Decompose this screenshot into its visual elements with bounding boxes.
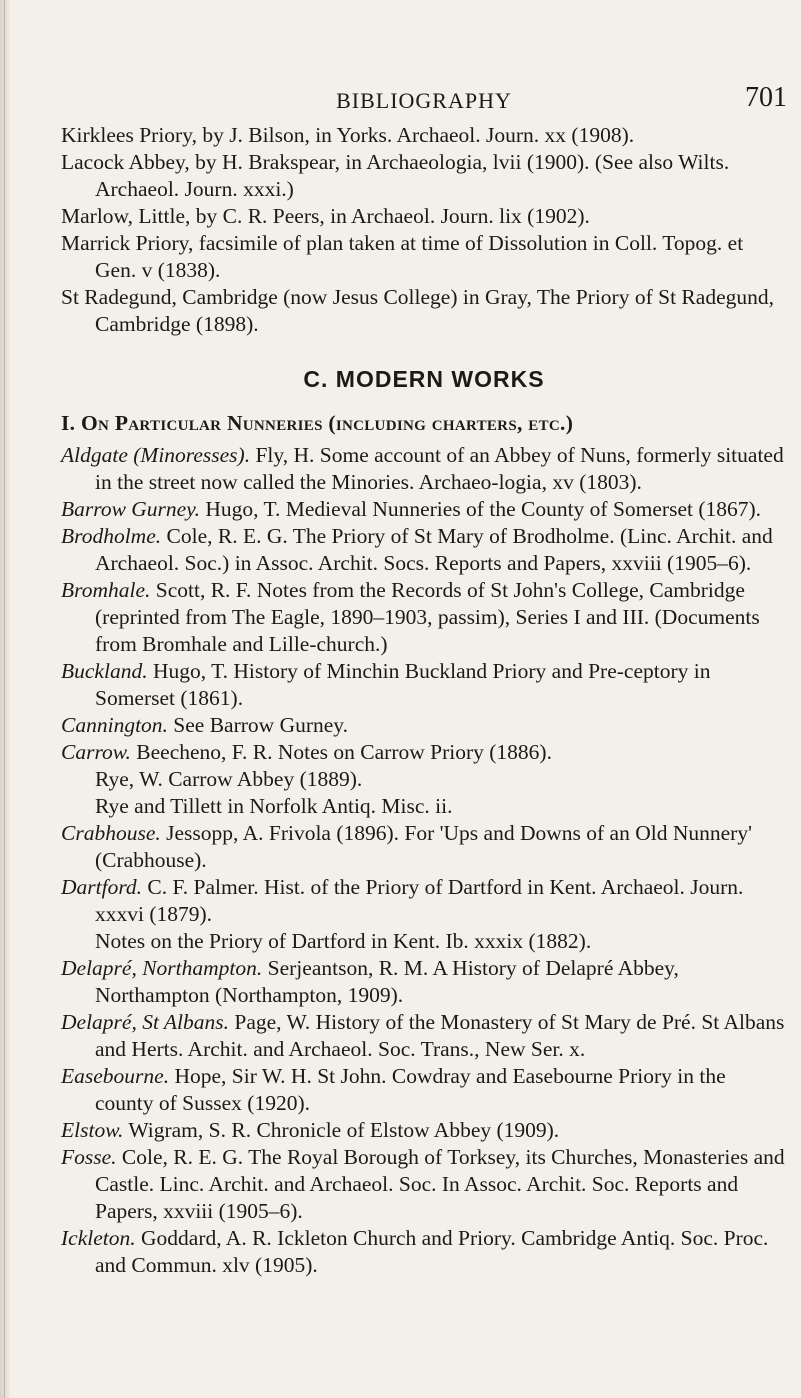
entry-text: Cole, R. E. G. The Royal Borough of Torksey, its Churches, Monasteries and Castle. Linc. Archit. and Archaeol. Soc. In Assoc. Archit. Soc. Reports and Papers, xxviii (1905–6). <box>95 1145 785 1223</box>
entry-text: Cole, R. E. G. The Priory of St Mary of Brodholme. (Linc. Archit. and Archaeol. Soc.) in Assoc. Archit. Socs. Reports and Papers, xxviii (1905–6). <box>95 524 773 575</box>
subsection-heading: I. On Particular Nunneries (including charters, etc.) <box>61 411 574 435</box>
archaeological-reports-list <box>61 122 787 338</box>
entry-text: Rye, W. Carrow Abbey (1889). <box>95 767 363 791</box>
book-page <box>61 82 787 1279</box>
bibliography-subentry <box>61 766 787 793</box>
entry-head: Crabhouse. <box>61 821 161 845</box>
entry-text: Fly, H. Some account of an Abbey of Nuns, formerly situated in the street now called the Minories. Archaeo-logia, xv (1803). <box>95 443 784 494</box>
bibliography-entry: Lacock Abbey, by H. Brakspear, in Archaeologia, lvii (1900). (See also Wilts. Archaeol. Journ. xxxi.) <box>61 150 730 201</box>
bibliography-entry <box>61 658 787 712</box>
bibliography-entry <box>61 1144 787 1225</box>
running-head <box>61 82 787 122</box>
bibliography-entry <box>61 523 787 577</box>
running-title: BIBLIOGRAPHY <box>336 88 512 113</box>
entry-text: Wigram, S. R. Chronicle of Elstow Abbey (1909). <box>123 1118 560 1142</box>
bibliography-entry <box>61 955 787 1009</box>
entry-head: Cannington. <box>61 713 168 737</box>
entry-head: Bromhale. <box>61 578 151 602</box>
entry-head: Fosse. <box>61 1145 117 1169</box>
bibliography-entry <box>61 442 787 496</box>
bibliography-entry <box>61 820 787 874</box>
bibliography-entry <box>61 1117 787 1144</box>
entry-head: Easebourne. <box>61 1064 170 1088</box>
entry-text: Page, W. History of the Monastery of St Mary de Pré. St Albans and Herts. Archit. and Archaeol. Soc. Trans., New Ser. x. <box>95 1010 785 1061</box>
bibliography-entry <box>61 739 787 766</box>
entry-text: Notes on the Priory of Dartford in Kent. Ib. xxxix (1882). <box>95 929 592 953</box>
bibliography-subentry <box>61 793 787 820</box>
entry-head: Delapré, St Albans. <box>61 1010 230 1034</box>
entry-text: See Barrow Gurney. <box>167 713 349 737</box>
bibliography-entry <box>61 1009 787 1063</box>
bibliography-entry: Kirklees Priory, by J. Bilson, in Yorks. Archaeol. Journ. xx (1908). <box>61 123 635 147</box>
entry-head: Buckland. <box>61 659 148 683</box>
entry-head: Brodholme. <box>61 524 162 548</box>
entry-text: Hugo, T. History of Minchin Buckland Priory and Pre-ceptory in Somerset (1861). <box>95 659 711 710</box>
entry-head: Dartford. <box>61 875 143 899</box>
bibliography-entry: Marlow, Little, by C. R. Peers, in Archaeol. Journ. lix (1902). <box>61 204 590 228</box>
entry-head: Aldgate (Minoresses). <box>61 443 251 467</box>
entry-head: Elstow. <box>61 1118 124 1142</box>
page-gutter-edge <box>0 0 10 1398</box>
modern-works-list <box>61 442 787 1279</box>
bibliography-entry <box>61 577 787 658</box>
bibliography-entry <box>61 496 787 523</box>
entry-text: Beecheno, F. R. Notes on Carrow Priory (1886). <box>130 740 552 764</box>
bibliography-entry <box>61 874 787 928</box>
bibliography-entry <box>61 1225 787 1279</box>
entry-text: Hugo, T. Medieval Nunneries of the County of Somerset (1867). <box>199 497 762 521</box>
entry-head: Delapré, Northampton. <box>61 956 263 980</box>
bibliography-entry: St Radegund, Cambridge (now Jesus College) in Gray, The Priory of St Radegund, Cambridge (1898). <box>61 285 774 336</box>
entry-head: Ickleton. <box>61 1226 136 1250</box>
entry-text: Rye and Tillett in Norfolk Antiq. Misc. ii. <box>95 794 453 818</box>
entry-text: Jessopp, A. Frivola (1896). For 'Ups and Downs of an Old Nunnery' (Crabhouse). <box>95 821 752 872</box>
entry-text: Goddard, A. R. Ickleton Church and Priory. Cambridge Antiq. Soc. Proc. and Commun. xlv (1905). <box>95 1226 769 1277</box>
bibliography-subentry <box>61 928 787 955</box>
section-heading: C. MODERN WORKS <box>303 366 545 392</box>
page-number: 701 <box>745 82 787 113</box>
entry-text: C. F. Palmer. Hist. of the Priory of Dartford in Kent. Archaeol. Journ. xxxvi (1879). <box>95 875 744 926</box>
bibliography-entry <box>61 1063 787 1117</box>
bibliography-entry: Marrick Priory, facsimile of plan taken at time of Dissolution in Coll. Topog. et Gen. v (1838). <box>61 231 744 282</box>
entry-head: Barrow Gurney. <box>61 497 200 521</box>
entry-text: Hope, Sir W. H. St John. Cowdray and Easebourne Priory in the county of Sussex (1920). <box>95 1064 726 1115</box>
entry-text: Serjeantson, R. M. A History of Delapré Abbey, Northampton (Northampton, 1909). <box>95 956 679 1007</box>
entry-head: Carrow. <box>61 740 131 764</box>
bibliography-entry <box>61 712 787 739</box>
entry-text: Scott, R. F. Notes from the Records of St John's College, Cambridge (reprinted from The Eagle, 1890–1903, passim), Series I and III. (Documents from Bromhale and Lille-church.) <box>95 578 760 656</box>
